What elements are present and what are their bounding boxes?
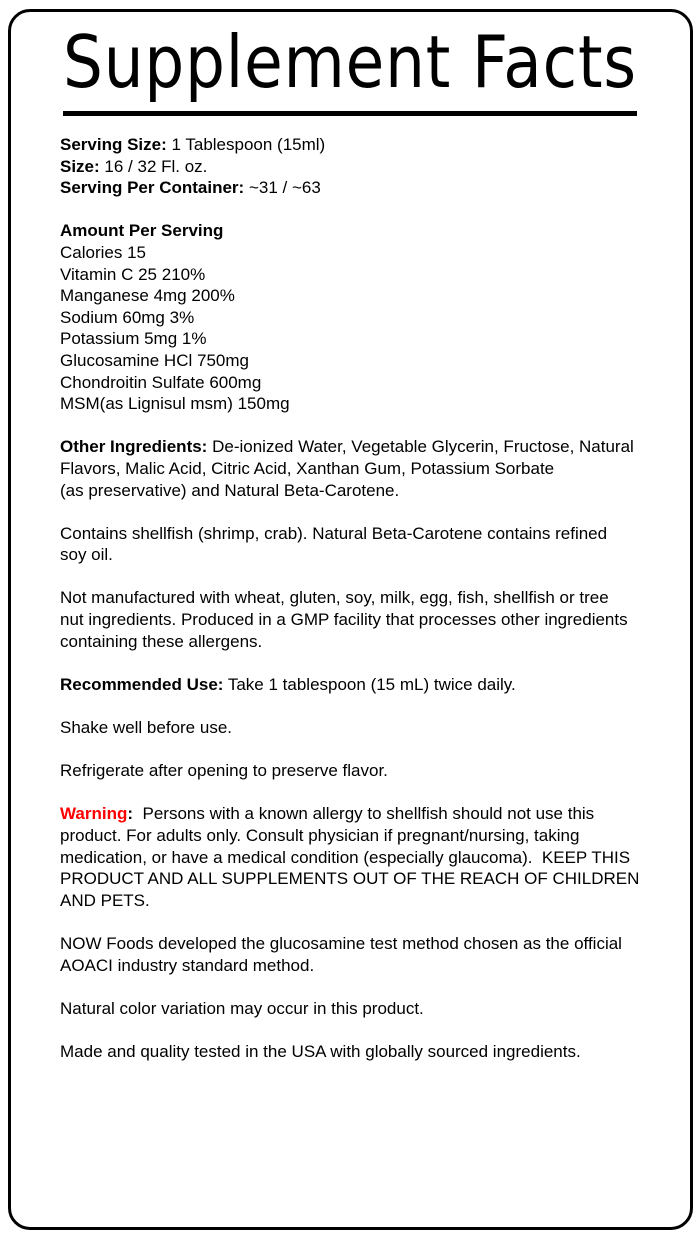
servings-per-container-value: ~31 / ~63 — [244, 178, 321, 198]
recommended-use-line — [60, 674, 685, 696]
other-ingredients-text: De-ionized Water, Vegetable Glycerin, Fructose, Natural — [207, 437, 634, 457]
other-ingredients-line: Flavors, Malic Acid, Citric Acid, Xanthan Gum, Potassium Sorbate — [60, 458, 555, 478]
nutrient-row: Potassium 5mg 1% — [60, 329, 207, 349]
nutrient-row: MSM(as Lignisul msm) 150mg — [60, 394, 290, 414]
allergen-free-line: Not manufactured with wheat, gluten, soy, milk, egg, fish, shellfish or tree — [60, 588, 609, 608]
warning-text: Persons with a known allergy to shellfish should not use this — [133, 804, 595, 824]
glucosamine-note-line: NOW Foods developed the glucosamine test method chosen as the official — [60, 933, 622, 953]
allergen-contains-statement — [60, 523, 685, 566]
glucosamine-method-note — [60, 933, 685, 976]
allergen-contains-line: Contains shellfish (shrimp, crab). Natural Beta-Carotene contains refined — [60, 523, 608, 543]
refrigerate-note-text: Refrigerate after opening to preserve flavor. — [60, 761, 388, 781]
allergen-free-statement — [60, 587, 685, 652]
glucosamine-note-line: AOACI industry standard method. — [60, 955, 315, 975]
serving-size-label: Serving Size: — [60, 135, 167, 154]
warning-line — [60, 803, 685, 825]
amount-per-serving-section — [60, 220, 685, 414]
warning-line: product. For adults only. Consult physician if pregnant/nursing, taking — [60, 826, 580, 845]
warning-line: medication, or have a medical condition (especially glaucoma). KEEP THIS — [60, 847, 631, 867]
shake-note-text: Shake well before use. — [60, 718, 232, 738]
serving-size-row — [60, 134, 685, 156]
nutrient-row: Vitamin C 25 210% — [60, 264, 206, 284]
nutrient-row: Calories 15 — [60, 242, 146, 262]
serving-size-value: 1 Tablespoon (15ml) — [166, 135, 326, 154]
origin-note — [60, 1041, 685, 1063]
refrigerate-note — [60, 760, 685, 782]
size-label: Size: — [60, 156, 100, 176]
other-ingredients-label: Other Ingredients: — [60, 437, 208, 457]
other-ingredients-line — [60, 436, 685, 458]
size-value: 16 / 32 Fl. oz. — [99, 156, 208, 176]
page-title: Supplement Facts — [63, 20, 637, 104]
serving-info — [60, 134, 685, 199]
recommended-use-text: Take 1 tablespoon (15 mL) twice daily. — [223, 674, 516, 694]
color-note-text: Natural color variation may occur in this product. — [60, 998, 424, 1018]
servings-per-container-row — [60, 177, 685, 199]
warning-line: AND PETS. — [60, 890, 150, 910]
allergen-free-line: nut ingredients. Produced in a GMP facility that processes other ingredients — [60, 610, 628, 630]
warning-line: PRODUCT AND ALL SUPPLEMENTS OUT OF THE REACH OF CHILDREN — [60, 869, 640, 889]
recommended-use-label: Recommended Use: — [60, 674, 224, 694]
other-ingredients — [60, 436, 685, 501]
other-ingredients-line: (as preservative) and Natural Beta-Carotene. — [60, 480, 400, 500]
nutrient-row: Glucosamine HCl 750mg — [60, 350, 249, 370]
size-row — [60, 156, 685, 178]
allergen-contains-line: soy oil. — [60, 545, 113, 565]
servings-per-container-label: Serving Per Container: — [60, 178, 245, 198]
label-content — [60, 134, 685, 1084]
shake-note — [60, 717, 685, 739]
nutrient-row: Manganese 4mg 200% — [60, 286, 235, 306]
origin-note-text: Made and quality tested in the USA with globally sourced ingredients. — [60, 1041, 581, 1061]
recommended-use — [60, 674, 685, 696]
warning-colon: : — [127, 804, 134, 824]
warning-label: Warning — [60, 804, 128, 824]
title-underline — [63, 111, 637, 116]
color-variation-note — [60, 998, 685, 1020]
title-container — [63, 22, 637, 102]
allergen-free-line: containing these allergens. — [60, 631, 263, 651]
warning-statement — [60, 803, 685, 911]
nutrient-row: Chondroitin Sulfate 600mg — [60, 372, 262, 392]
nutrient-row: Sodium 60mg 3% — [60, 307, 195, 327]
amount-per-serving-heading: Amount Per Serving — [60, 221, 224, 241]
